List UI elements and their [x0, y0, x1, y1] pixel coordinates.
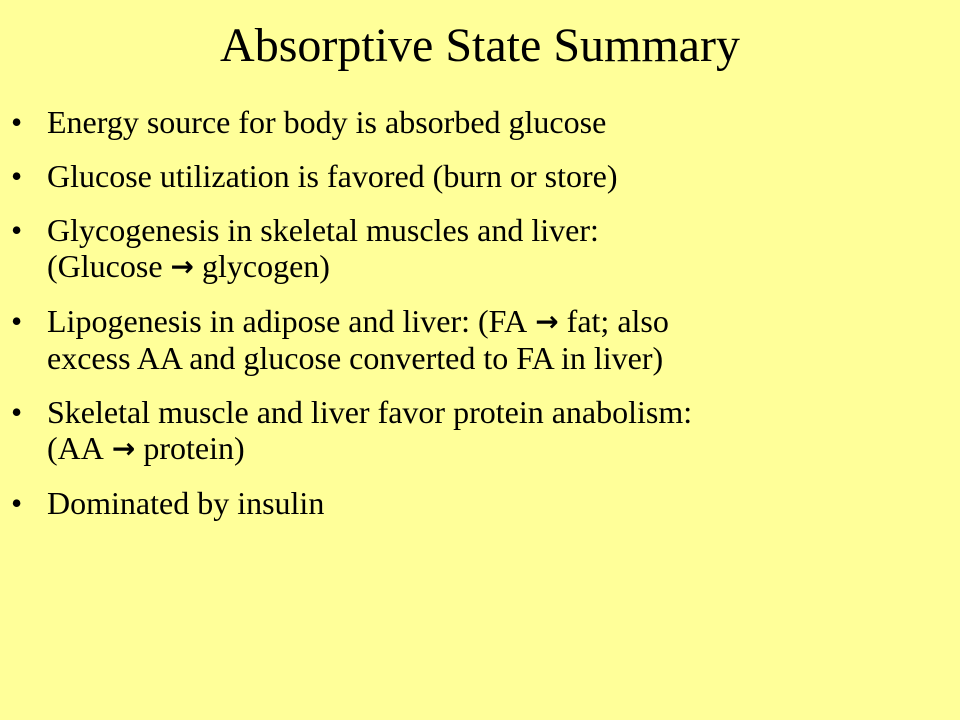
bullet-item-glucose-utilization — [0, 158, 920, 194]
arrow-right-icon: → — [111, 432, 136, 465]
reaction-product: protein) — [143, 430, 245, 466]
bullet-text-line-2: excess AA and glucose converted to FA in liver) — [47, 340, 664, 376]
bullet-dot-icon: • — [11, 212, 23, 248]
bullet-dot-icon: • — [11, 104, 23, 140]
bullet-item-insulin — [0, 485, 920, 521]
bullet-item-protein-anabolism — [0, 394, 920, 467]
reaction-reactant: (AA — [47, 430, 104, 466]
bullet-item-glycogenesis — [0, 212, 920, 285]
bullet-text: Dominated by insulin — [47, 485, 325, 521]
bullet-dot-icon: • — [11, 158, 23, 194]
bullet-text-line-1 — [47, 303, 920, 340]
bullet-text-line-1: Glycogenesis in skeletal muscles and liver: — [47, 212, 599, 248]
bullet-text: Glucose utilization is favored (burn or store) — [47, 158, 618, 194]
bullet-dot-icon: • — [11, 394, 23, 430]
reaction-product: glycogen) — [201, 248, 330, 284]
reaction-reactant: (Glucose — [47, 248, 163, 284]
bullet-text-line-1: Skeletal muscle and liver favor protein anabolism: — [47, 394, 693, 430]
arrow-right-icon: → — [170, 250, 194, 283]
arrow-right-icon: → — [535, 305, 559, 338]
bullet-text: Energy source for body is absorbed glucose — [47, 104, 607, 140]
bullet-list — [0, 104, 920, 539]
bullet-item-energy-source — [0, 104, 920, 140]
bullet-item-lipogenesis — [0, 303, 920, 376]
bullet-text-line-2 — [47, 430, 920, 467]
bullet-text-line-2 — [47, 248, 920, 285]
reaction-product: fat; also — [566, 303, 669, 339]
reaction-reactant: Lipogenesis in adipose and liver: (FA — [47, 303, 528, 339]
bullet-dot-icon: • — [11, 485, 23, 521]
slide-title: Absorptive State Summary — [220, 19, 740, 72]
bullet-dot-icon: • — [11, 303, 23, 339]
